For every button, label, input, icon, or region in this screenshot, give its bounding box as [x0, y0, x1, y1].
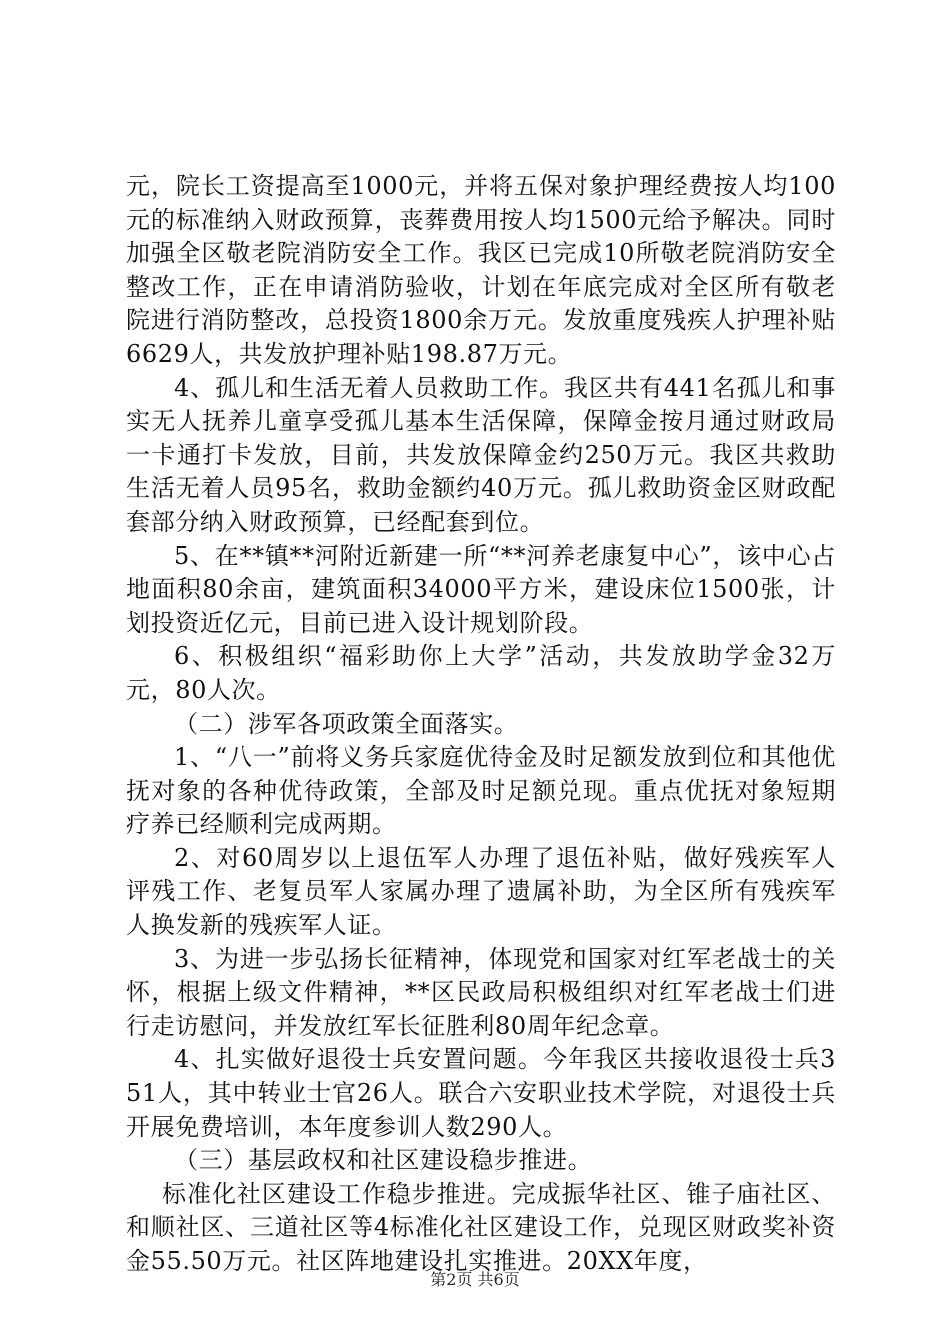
paragraph-lottery-scholarship: 6、积极组织“福彩助你上大学”活动，共发放助学金32万元，80人次。: [126, 642, 836, 704]
paragraph-elderly-center: 5、在**镇**河附近新建一所“**河养老康复中心”，该中心占地面积80余亩，建筑面积34000平方米，建设床位1500张，计划投资近亿元，目前已进入设计规划阶段。: [126, 541, 836, 637]
paragraph-bayi-subsidy: 1、“八一”前将义务兵家庭优待金及时足额发放到位和其他优抚对象的各种优待政策，全部及时足额兑现。重点优抚对象短期疗养已经顺利完成两期。: [126, 743, 836, 839]
paragraph-soldier-placement: 4、扎实做好退役士兵安置问题。今年我区共接收退役士兵351人，其中转业士官26人。联合六安职业技术学院，对退役士兵开展免费培训，本年度参训人数290人。: [126, 1045, 836, 1141]
paragraph-continuation: 元，院长工资提高至1000元，并将五保对象护理经费按人均100元的标准纳入财政预算，丧葬费用按人均1500元给予解决。同时加强全区敬老院消防安全工作。我区已完成10所敬老院消防安全整改工作，正在申请消防验收，计划在年底完成对全区所有敬老院进行消防整改，总投资1800余万元。发放重度残疾人护理补贴6629人，共发放护理补贴198.87万元。: [126, 172, 836, 368]
paragraph-orphan-relief: 4、孤儿和生活无着人员救助工作。我区共有441名孤儿和事实无人抚养儿童享受孤儿基本生活保障，保障金按月通过财政局一卡通打卡发放，目前，共发放保障金约250万元。我区共救助生活无着人员95名，救助金额约40万元。孤儿救助资金区财政配套部分纳入财政预算，已经配套到位。: [126, 373, 836, 536]
paragraph-standard-community: 标准化社区建设工作稳步推进。完成振华社区、锥子庙社区、和顺社区、三道社区等4标准化社区建设工作，兑现区财政奖补资金55.50万元。社区阵地建设扎实推进。20XX年度，: [126, 1179, 836, 1275]
paragraph-red-army-visit: 3、为进一步弘扬长征精神，体现党和国家对红军老战士的关怀，根据上级文件精神，**区民政局积极组织对红军老战士们进行走访慰问，并发放红军长征胜利80周年纪念章。: [126, 944, 836, 1040]
heading-military-policy: （二）涉军各项政策全面落实。: [174, 709, 519, 738]
paragraph-veteran-subsidy: 2、对60周岁以上退伍军人办理了退伍补贴，做好残疾军人评残工作、老复员军人家属办理了遗属补助，为全区所有残疾军人换发新的残疾军人证。: [126, 843, 836, 940]
page-number: 第2页 共6页: [430, 1270, 520, 1289]
document-body: [126, 170, 836, 1279]
heading-community-building: （三）基层政权和社区建设稳步推进。: [174, 1146, 593, 1175]
